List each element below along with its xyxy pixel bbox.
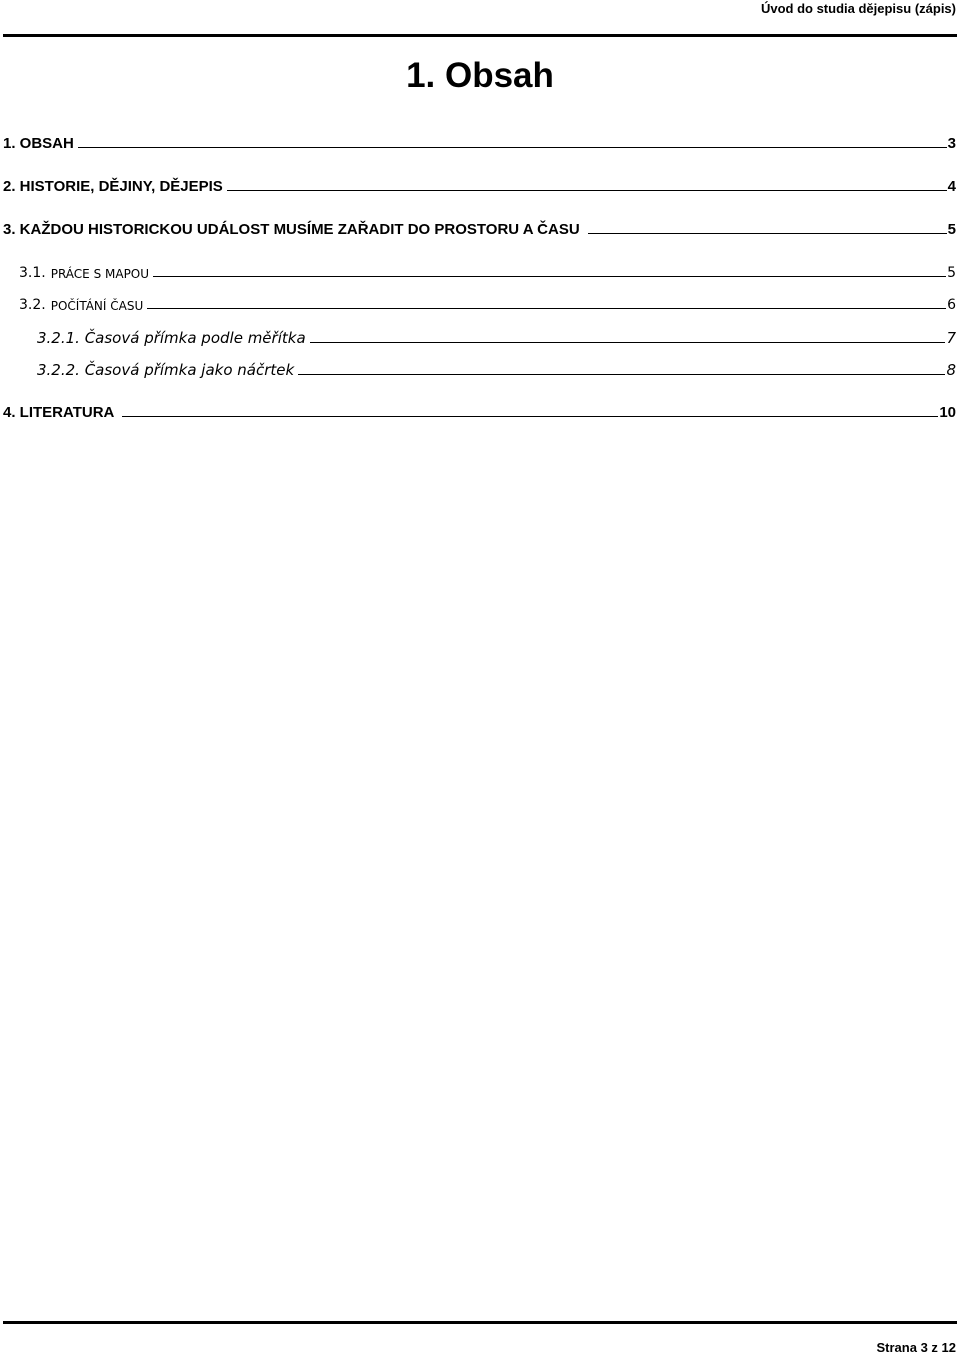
toc-entry-historie[interactable] (3, 178, 956, 195)
toc-entry-label: POČÍTÁNÍ ČASU (50, 299, 144, 313)
toc-entry-label: PRÁCE S MAPOU (50, 267, 150, 281)
toc-entry-label: 3.2.1. Časová přímka podle měřítka (37, 329, 306, 347)
header-rule (3, 34, 957, 37)
toc-entry-page: 10 (939, 404, 956, 421)
toc-leader-line (298, 374, 945, 375)
toc-leader-line (588, 233, 947, 234)
toc-entry-page: 3 (947, 135, 956, 152)
toc-entry-obsah[interactable] (3, 135, 956, 152)
toc-entry-label: 4. LITERATURA (3, 404, 115, 421)
toc-leader-line (153, 276, 946, 277)
toc-entry-page: 6 (947, 297, 956, 313)
toc-entry-prace-s-mapou[interactable] (3, 265, 956, 281)
toc-leader-line (122, 416, 938, 417)
toc-entry-casova-primka-nacrtek[interactable] (3, 361, 956, 379)
toc-entry-page: 5 (947, 221, 956, 238)
toc-leader-line (78, 147, 947, 148)
footer-rule (3, 1321, 957, 1324)
toc-entry-pocitani-casu[interactable] (3, 297, 956, 313)
toc-leader-line (147, 308, 946, 309)
toc-entry-label: 3. KAŽDOU HISTORICKOU UDÁLOST MUSÍME ZAŘADIT DO PROSTORU A ČASU (3, 221, 580, 238)
toc-entry-casova-primka-meritko[interactable] (3, 329, 956, 347)
running-header: Úvod do studia dějepisu (zápis) (760, 1, 956, 16)
page-title: 1. Obsah (406, 56, 554, 95)
toc-entry-label: 1. OBSAH (3, 135, 74, 152)
toc-leader-line (227, 190, 947, 191)
toc-entry-page: 8 (946, 361, 956, 379)
toc-entry-literatura[interactable] (3, 404, 956, 421)
toc-entry-page: 7 (946, 329, 956, 347)
toc-entry-prostor-cas[interactable] (3, 221, 956, 238)
toc-entry-page: 5 (947, 265, 956, 281)
toc-entry-number: 3.2. (19, 297, 46, 313)
footer-page-number: Strana 3 z 12 (876, 1340, 956, 1355)
toc-leader-line (310, 342, 946, 343)
toc-entry-number: 3.1. (19, 265, 46, 281)
toc-entry-label: 2. HISTORIE, DĚJINY, DĚJEPIS (3, 178, 223, 195)
toc-entry-page: 4 (947, 178, 956, 195)
toc-entry-label: 3.2.2. Časová přímka jako náčrtek (37, 361, 295, 379)
